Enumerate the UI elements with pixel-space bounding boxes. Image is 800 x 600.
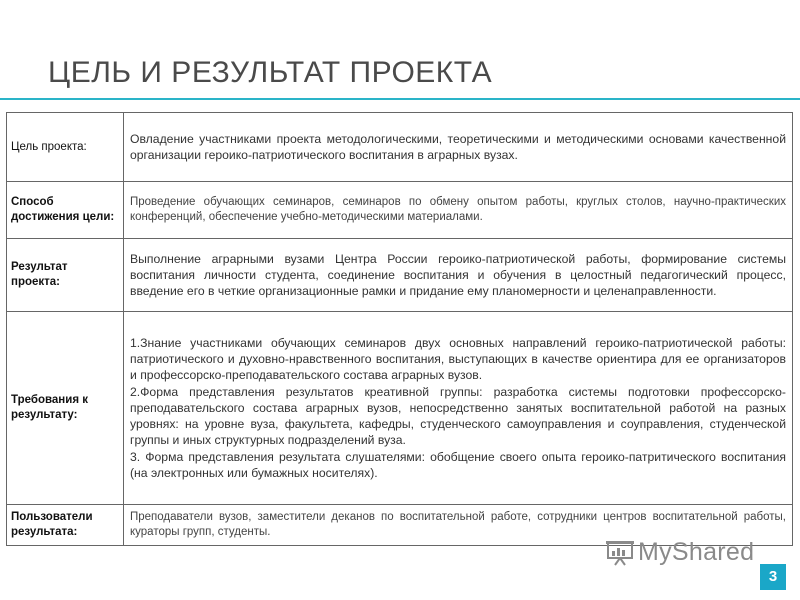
title-underline <box>0 98 800 100</box>
table-row <box>7 239 793 312</box>
presentation-board-icon <box>606 540 634 566</box>
slide-title: ЦЕЛЬ И РЕЗУЛЬТАТ ПРОЕКТА <box>48 56 493 89</box>
table-row <box>7 312 793 505</box>
row-text <box>124 312 793 505</box>
row-label: Требования к результату: <box>7 312 124 505</box>
row-text: Преподаватели вузов, заместители деканов по воспитательной работе, сотрудники центров воспитательной работы, кураторы групп, студенты. <box>124 505 793 546</box>
requirement-item: 2.Форма представления результатов креативной группы: разработка системы подготовки профессорско-преподавательского состава аграрных вузов, непосредственно занятых воспитательной работой на разных уровнях: на уровне вуза, факультета, кафедры, студенческого самоуправления и соуправления, студенческой группы и иных структурных подразделений вуза. <box>130 384 786 448</box>
logo-text: MyShared <box>638 538 755 566</box>
table-row <box>7 182 793 239</box>
project-table <box>6 112 793 546</box>
requirement-item: 1.Знание участниками обучающих семинаров двух основных направлений героико-патриотической работы: патриотического и духовно-нравственного воспитания, выступающих в качестве ориентира для ее организаторов и профессорско-преподавательского состава аграрных вузов. <box>130 336 786 383</box>
row-label <box>7 113 124 182</box>
row-label: Способ достижения цели: <box>7 182 124 239</box>
row-text: Выполнение аграрными вузами Центра России героико-патриотической работы, формирование системы воспитания личности студента, соединение воспитания и обучения в целостный педагогический процесс, введение его в четкие организационные рамки и придание ему планомерности и целенаправленности. <box>124 239 793 312</box>
row-label-text: Цель проекта: <box>11 140 87 153</box>
row-label: Пользователи результата: <box>7 505 124 546</box>
page-number-badge: 3 <box>760 564 786 590</box>
requirement-item: 3. Форма представления результата слушателями: обобщение своего опыта героико-патритического воспитания (на электронных или бумажных носителях). <box>130 449 786 480</box>
row-text: Проведение обучающих семинаров, семинаров по обмену опытом работы, круглых столов, научно-практических конференций, обеспечение учебно-методическими материалами. <box>124 182 793 239</box>
row-label: Результат проекта: <box>7 239 124 312</box>
table-row <box>7 113 793 182</box>
myshared-logo[interactable] <box>606 538 754 567</box>
row-text: Овладение участниками проекта методологическими, теоретическими и методическими основами качественной организации героико-патриотического воспитания в аграрных вузах. <box>124 113 793 182</box>
